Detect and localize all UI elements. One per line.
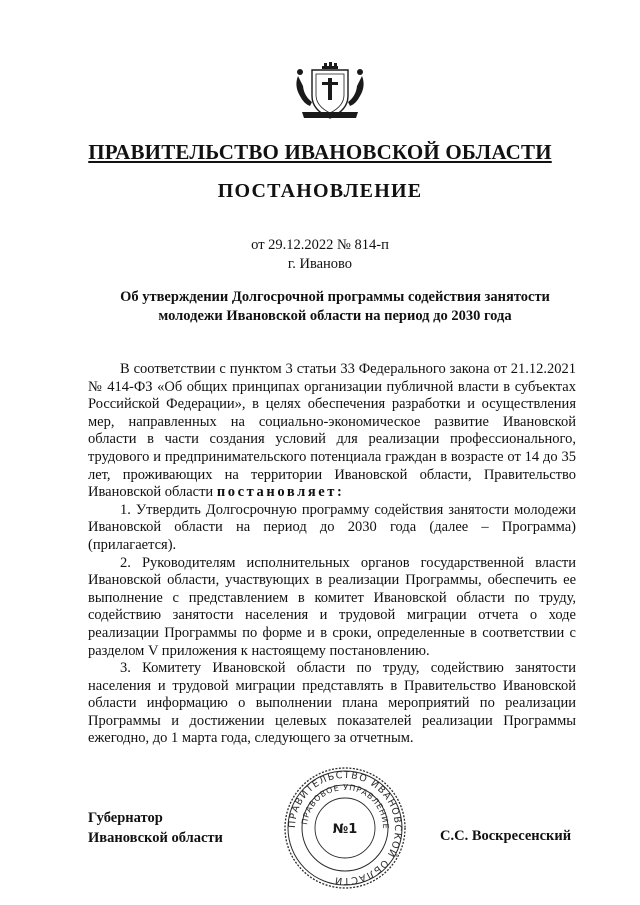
stamp-inner-text: ПРАВОВОЕ УПРАВЛЕНИЕ (300, 782, 391, 830)
organization-title: ПРАВИТЕЛЬСТВО ИВАНОВСКОЙ ОБЛАСТИ (88, 140, 552, 164)
official-round-stamp (282, 765, 408, 891)
subject-line-2: молодежи Ивановской области на период до 2030 года (158, 308, 512, 324)
position-line-1: Губернатор (88, 810, 163, 826)
signatory-position (88, 808, 223, 848)
document-body (88, 361, 576, 748)
stamp-outer-text: ПРАВИТЕЛЬСТВО ИВАНОВСКОЙ ОБЛАСТИ (286, 769, 404, 887)
item-3-paragraph: 3. Комитету Ивановской области по труду, содействию занятости населения и трудовой миграции представлять в Правительство Ивановской области информацию о выполнении плана мероприятий по реализации Программы и достижении целевых показателей реализации Программы ежегодно, до 1 марта года, следующего за отчетным. (88, 660, 576, 747)
preamble-text: В соответствии с пунктом 3 статьи 33 Федерального закона от 21.12.2021 № 414-ФЗ «Об общих принципах организации публичной власти в субъектах Российской Федерации», в целях обеспечения разработки и осуществления мер, направленных на социально-экономическое развитие Ивановской области в части создания условий для реализации профессионального, трудового и предпринимательского потенциала граждан в возрасте от 14 до 35 лет, проживающих на территории Ивановской области, Правительство Ивановской области (88, 361, 576, 501)
document-date-number: от 29.12.2022 № 814-п (251, 237, 389, 253)
document-type-heading: ПОСТАНОВЛЕНИЕ (217, 180, 423, 202)
resolves-word: постановляет: (216, 484, 345, 501)
item-1-paragraph: 1. Утвердить Долгосрочную программу содействия занятости молодежи Ивановской области на период до 2030 года (далее – Программа) (прилагается). (88, 501, 576, 553)
preamble-paragraph (88, 361, 576, 502)
item-2-paragraph: 2. Руководителям исполнительных органов государственной власти Ивановской области, участвующих в реализации Программы, обеспечить ее выполнение с представлением в комитет Ивановской области по труду, содействию занятости населения и трудовой миграции отчета о ходе реализации Программы по форме и в сроки, определенные в соответствии с разделом V приложения к настоящему постановлению. (88, 554, 576, 659)
position-line-2: Ивановской области (88, 830, 223, 846)
subject-line-1: Об утверждении Долгосрочной программы содействия занятости (120, 289, 550, 305)
document-city: г. Иваново (287, 256, 353, 272)
document-subject (90, 288, 580, 326)
stamp-number: №1 (332, 822, 358, 837)
signatory-name: С.С. Воскресенский (440, 828, 572, 844)
coat-of-arms-emblem (292, 62, 368, 124)
